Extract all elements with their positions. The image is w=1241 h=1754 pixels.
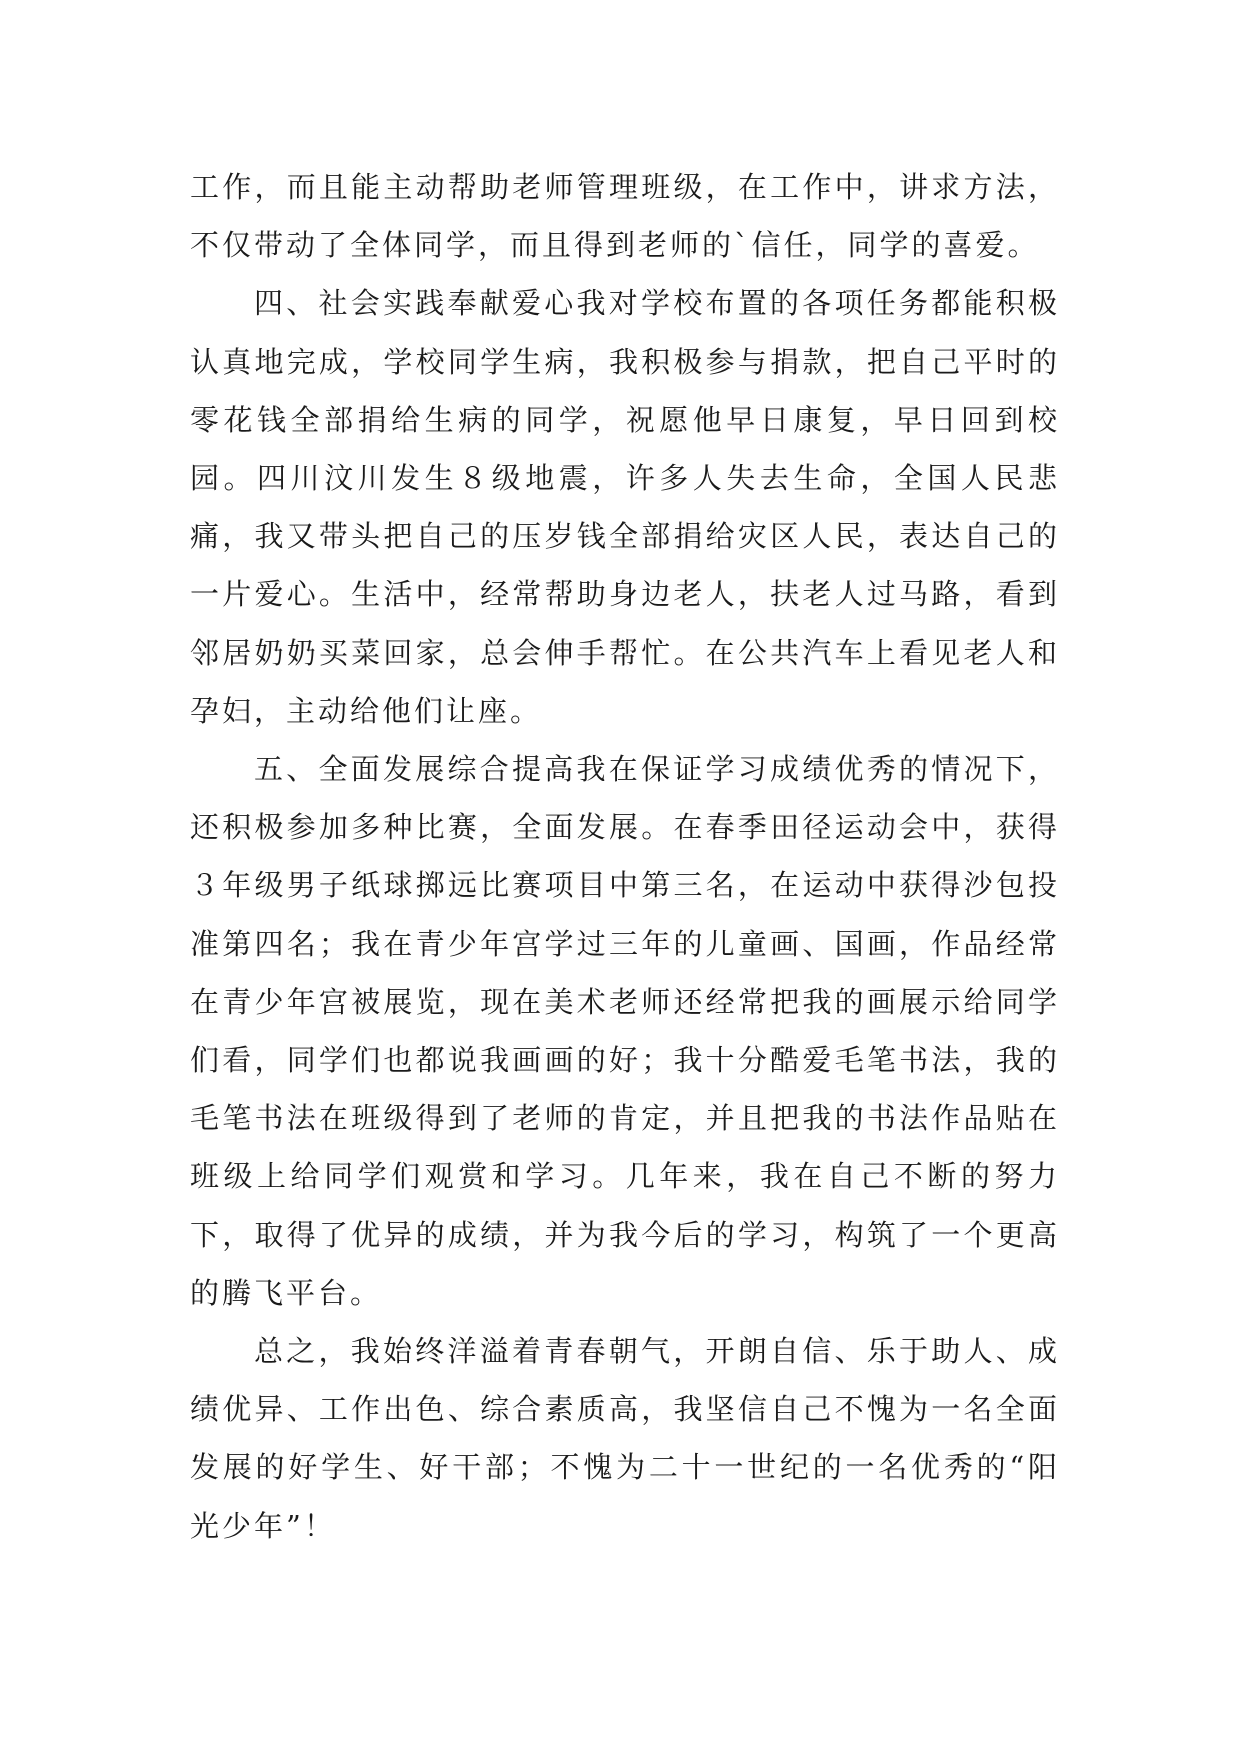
text-line: 书法作品贴在班级上给同学们观赏和学习。几年来，我在自 [190, 1101, 1060, 1194]
text-line: 看见老人和孕妇，主动给他们让座。 [190, 635, 1060, 728]
text-line: 总之，我始终洋溢着青春朝气，开朗自信、乐于助人、 [254, 1334, 1028, 1369]
text-line: 还积极参加多种比赛，全面发展。在春季田径运动会中，获 [190, 810, 1028, 845]
text-line: 全面发展的好学生、好干部；不愧为二十一世纪的一名优秀 [190, 1392, 1060, 1485]
text-line: 的“阳光少年”！ [190, 1450, 1060, 1543]
text-line: 民悲痛，我又带头把自己的压岁钱全部捐给灾区人民，表达 [190, 461, 1060, 554]
text-line: 自己的一片爱心。生活中，经常帮助身边老人，扶老人过马 [190, 519, 1060, 612]
document-body [190, 158, 1060, 1555]
paragraph-overall-development [190, 740, 1060, 1322]
paragraph-conclusion [190, 1322, 1060, 1555]
paragraph-social-practice [190, 274, 1060, 740]
text-line: 五、全面发展综合提高我在保证学习成绩优秀的情况下， [254, 752, 1060, 787]
text-line: 工作，而且能主动帮助老师管理班级，在工作中，讲求方法， [190, 170, 1060, 204]
text-line: 时的零花钱全部捐给生病的同学，祝愿他早日康复，早日回 [190, 344, 1060, 437]
text-line: 示给同学们看，同学们也都说我画画的好；我十分酷爱毛笔 [190, 984, 1060, 1078]
text-line: 书法，我的毛笔书法在班级得到了老师的肯定，并且把我的 [190, 1043, 1060, 1136]
text-line: 己不断的努力下，取得了优异的成绩，并为我今后的学习， [190, 1159, 1060, 1252]
paragraph-class-work [190, 158, 1060, 274]
text-line: 包投准第四名；我在青少年宫学过三年的儿童画、国画，作 [190, 868, 1060, 961]
text-line: 路，看到邻居奶奶买菜回家，总会伸手帮忙。在公共汽车上 [190, 577, 1060, 670]
text-line: 到校园。四川汶川发生８级地震，许多人失去生命，全国人 [190, 402, 1060, 496]
text-line: 得３年级男子纸球掷远比赛项目中第三名，在运动中获得沙 [190, 810, 1060, 903]
text-line: 四、社会实践奉献爱心我对学校布置的各项任务都能积 [254, 286, 1028, 321]
text-line: 构筑了一个更高的腾飞平台。 [190, 1217, 1060, 1310]
text-line: 成绩优异、工作出色、综合素质高，我坚信自己不愧为一名 [190, 1334, 1060, 1427]
text-line: 不仅带动了全体同学，而且得到老师的`信任，同学的喜爱。 [190, 228, 1040, 263]
text-line: 品经常在青少年宫被展览，现在美术老师还经常把我的画展 [190, 926, 1060, 1019]
text-line: 极认真地完成，学校同学生病，我积极参与捐款，把自己平 [190, 286, 1060, 379]
